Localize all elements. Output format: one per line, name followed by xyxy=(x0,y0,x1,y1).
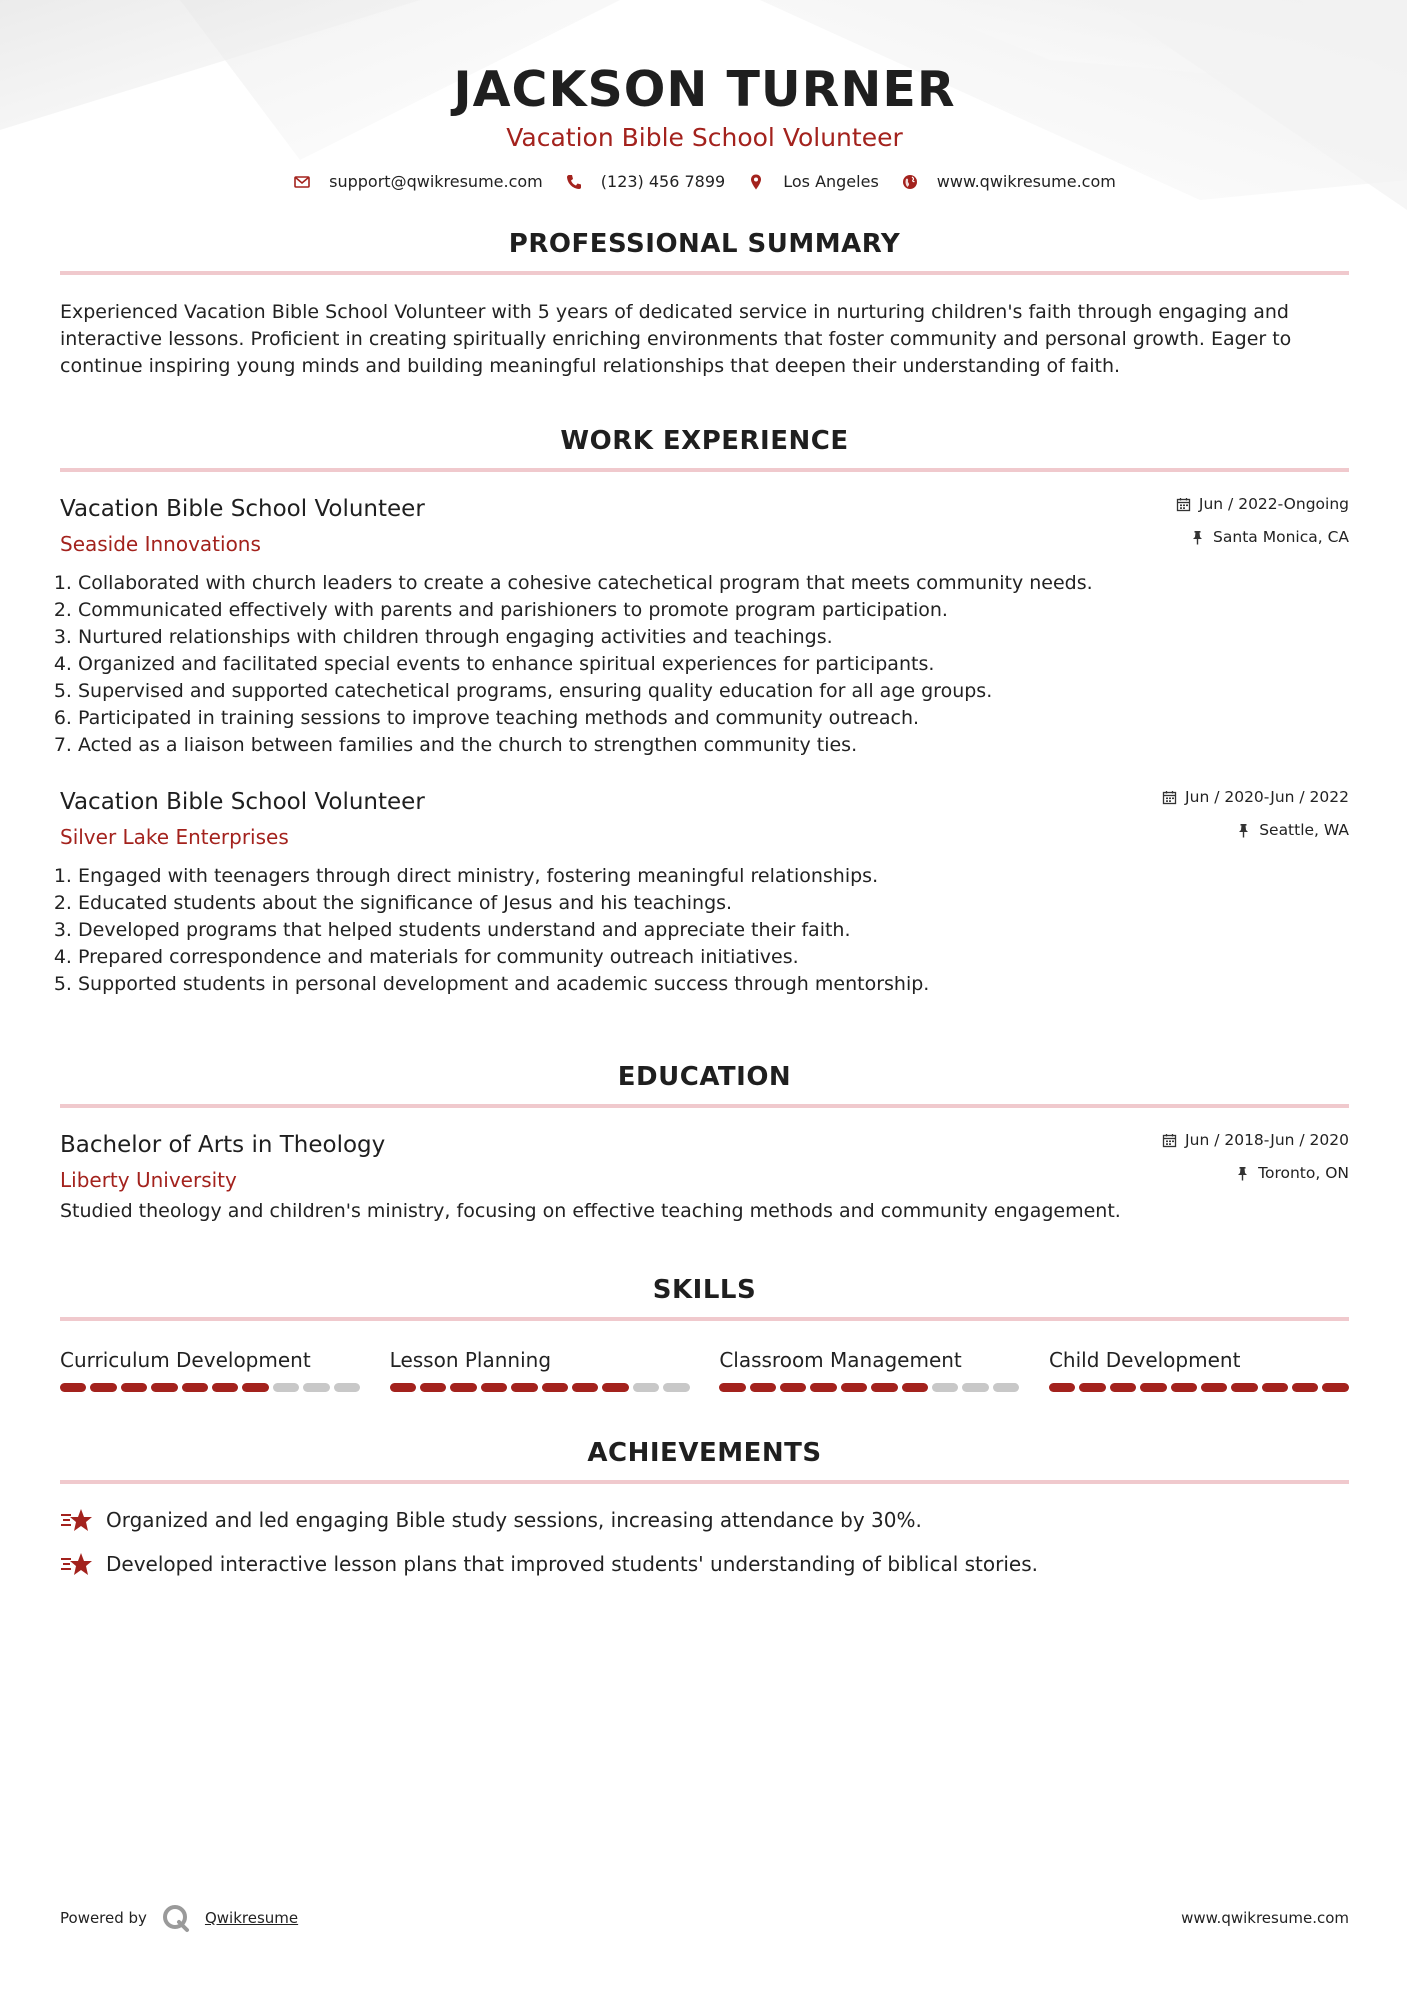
page-footer xyxy=(60,1898,1349,1938)
skill-rating xyxy=(60,1383,360,1392)
list-item: 7. Acted as a liaison between families and the church to strengthen community ties. xyxy=(78,732,1349,759)
resume-page xyxy=(60,0,1349,1578)
skill-name: Child Development xyxy=(1048,1348,1241,1372)
contact-email[interactable] xyxy=(293,172,543,191)
shooting-star-icon xyxy=(60,1506,94,1534)
list-item: 1. Engaged with teenagers through direct ministry, fostering meaningful relationships. xyxy=(78,863,1349,890)
list-item: 1. Collaborated with church leaders to create a cohesive catechetical program that meets community needs. xyxy=(78,570,1349,597)
skills-section xyxy=(60,1273,1349,1392)
skill-dot-filled xyxy=(719,1383,745,1392)
skill-dot-filled xyxy=(511,1383,537,1392)
pushpin-icon xyxy=(1190,530,1205,545)
contact-website-text: www.qwikresume.com xyxy=(936,172,1116,191)
skill-rating xyxy=(390,1383,690,1392)
phone-icon xyxy=(565,173,583,191)
education-heading: EDUCATION xyxy=(617,1062,792,1092)
job-location: Santa Monica, CA xyxy=(1213,528,1349,546)
list-item: 6. Participated in training sessions to improve teaching methods and community outreach. xyxy=(78,705,1349,732)
job-entry xyxy=(60,787,1349,998)
education-dates: Jun / 2018-Jun / 2020 xyxy=(1185,1131,1349,1149)
skill-dot-filled xyxy=(1201,1383,1227,1392)
job-location: Seattle, WA xyxy=(1259,821,1349,839)
skill-name: Lesson Planning xyxy=(389,1348,552,1372)
achievements-heading: ACHIEVEMENTS xyxy=(587,1438,822,1468)
list-item: 2. Educated students about the significance of Jesus and his teachings. xyxy=(78,890,1349,917)
skill-dot-filled xyxy=(212,1383,238,1392)
skills-grid xyxy=(60,1347,1349,1392)
skill-dot-filled xyxy=(121,1383,147,1392)
skill-rating xyxy=(719,1383,1019,1392)
achievement-text: Developed interactive lesson plans that improved students' understanding of biblical stories. xyxy=(106,1552,1038,1576)
skill-dot-empty xyxy=(273,1383,299,1392)
skill-dot-filled xyxy=(1110,1383,1136,1392)
school-name: Liberty University xyxy=(60,1168,237,1192)
list-item: 3. Developed programs that helped students understand and appreciate their faith. xyxy=(78,917,1349,944)
job-title: Vacation Bible School Volunteer xyxy=(60,496,425,522)
achievement-item xyxy=(60,1550,1349,1578)
globe-icon xyxy=(901,173,919,191)
skill-rating xyxy=(1049,1383,1349,1392)
skill-dot-filled xyxy=(182,1383,208,1392)
skill-name: Curriculum Development xyxy=(60,1348,311,1372)
contact-email-text: support@qwikresume.com xyxy=(329,172,543,191)
calendar-icon xyxy=(1176,497,1191,512)
resume-header xyxy=(60,0,1349,191)
skill-dot-filled xyxy=(1262,1383,1288,1392)
degree-title: Bachelor of Arts in Theology xyxy=(60,1132,386,1158)
job-dates: Jun / 2020-Jun / 2022 xyxy=(1185,788,1349,806)
skill-dot-filled xyxy=(841,1383,867,1392)
skill-dot-filled xyxy=(1292,1383,1318,1392)
skills-heading: SKILLS xyxy=(652,1275,757,1305)
list-item: 5. Supported students in personal development and academic success through mentorship. xyxy=(78,971,1349,998)
contact-bar xyxy=(60,172,1349,191)
skill-dot-filled xyxy=(542,1383,568,1392)
skill-dot-filled xyxy=(60,1383,86,1392)
summary-heading: PROFESSIONAL SUMMARY xyxy=(508,229,901,259)
skill-dot-filled xyxy=(420,1383,446,1392)
achievements-section xyxy=(60,1436,1349,1578)
skill-dot-filled xyxy=(1231,1383,1257,1392)
skill-dot-empty xyxy=(993,1383,1019,1392)
skill-dot-filled xyxy=(902,1383,928,1392)
section-divider xyxy=(60,271,1349,275)
list-item: 2. Communicated effectively with parents and parishioners to promote program participation. xyxy=(78,597,1349,624)
skill-dot-empty xyxy=(962,1383,988,1392)
skill-dot-filled xyxy=(602,1383,628,1392)
candidate-name: JACKSON TURNER xyxy=(453,61,956,118)
contact-phone-text: (123) 456 7899 xyxy=(600,172,726,191)
achievement-text: Organized and led engaging Bible study sessions, increasing attendance by 30%. xyxy=(106,1508,922,1532)
calendar-icon xyxy=(1162,1133,1177,1148)
skill-item xyxy=(1049,1347,1349,1392)
skill-dot-filled xyxy=(780,1383,806,1392)
calendar-icon xyxy=(1162,790,1177,805)
skill-dot-filled xyxy=(750,1383,776,1392)
education-entry xyxy=(60,1130,1349,1225)
company-name: Seaside Innovations xyxy=(60,532,261,556)
skill-dot-filled xyxy=(810,1383,836,1392)
powered-by xyxy=(60,1903,298,1933)
skill-dot-filled xyxy=(871,1383,897,1392)
section-divider xyxy=(60,1104,1349,1108)
skill-dot-filled xyxy=(151,1383,177,1392)
contact-website[interactable] xyxy=(901,172,1116,191)
experience-heading: WORK EXPERIENCE xyxy=(560,426,849,456)
skill-name: Classroom Management xyxy=(719,1348,962,1372)
skill-item xyxy=(719,1347,1019,1392)
job-title: Vacation Bible School Volunteer xyxy=(60,789,425,815)
job-responsibilities xyxy=(60,570,1349,759)
pushpin-icon xyxy=(1235,1166,1250,1181)
qwikresume-link[interactable]: Qwikresume xyxy=(204,1909,299,1927)
education-location: Toronto, ON xyxy=(1258,1164,1349,1182)
powered-by-label: Powered by xyxy=(60,1909,147,1927)
candidate-title: Vacation Bible School Volunteer xyxy=(506,123,903,152)
skill-dot-empty xyxy=(932,1383,958,1392)
contact-location-text: Los Angeles xyxy=(783,172,879,191)
section-divider xyxy=(60,468,1349,472)
company-name: Silver Lake Enterprises xyxy=(60,825,289,849)
achievements-list xyxy=(60,1506,1349,1578)
skill-dot-filled xyxy=(90,1383,116,1392)
skill-dot-empty xyxy=(663,1383,689,1392)
contact-phone[interactable] xyxy=(565,172,725,191)
footer-website[interactable]: www.qwikresume.com xyxy=(1181,1909,1349,1927)
skill-dot-filled xyxy=(1079,1383,1105,1392)
skill-dot-empty xyxy=(633,1383,659,1392)
envelope-icon xyxy=(293,173,311,191)
job-dates: Jun / 2022-Ongoing xyxy=(1198,495,1349,513)
skill-dot-empty xyxy=(334,1383,360,1392)
list-item: 4. Organized and facilitated special events to enhance spiritual experiences for participants. xyxy=(78,651,1349,678)
education-section xyxy=(60,1060,1349,1225)
qwikresume-logo-icon xyxy=(161,1903,191,1933)
section-divider xyxy=(60,1480,1349,1484)
job-entry xyxy=(60,494,1349,759)
skill-dot-filled xyxy=(1322,1383,1348,1392)
list-item: 4. Prepared correspondence and materials for community outreach initiatives. xyxy=(78,944,1349,971)
skill-dot-filled xyxy=(1171,1383,1197,1392)
job-responsibilities xyxy=(60,863,1349,998)
list-item: 3. Nurtured relationships with children through engaging activities and teachings. xyxy=(78,624,1349,651)
skill-dot-filled xyxy=(1049,1383,1075,1392)
section-divider xyxy=(60,1317,1349,1321)
skill-dot-filled xyxy=(450,1383,476,1392)
summary-text: Experienced Vacation Bible School Volunteer with 5 years of dedicated service in nurturing children's faith through engaging and interactive lessons. Proficient in creating spiritually enriching environments that foster community and personal growth. Eager to continue inspiring young minds and building meaningful relationships that deepen their understanding of faith. xyxy=(60,301,1292,377)
skill-dot-filled xyxy=(390,1383,416,1392)
list-item: 5. Supervised and supported catechetical programs, ensuring quality education for all age groups. xyxy=(78,678,1349,705)
experience-section xyxy=(60,424,1349,998)
pushpin-icon xyxy=(1236,823,1251,838)
shooting-star-icon xyxy=(60,1550,94,1578)
skill-dot-filled xyxy=(572,1383,598,1392)
skill-dot-filled xyxy=(481,1383,507,1392)
skill-dot-filled xyxy=(1140,1383,1166,1392)
achievement-item xyxy=(60,1506,1349,1534)
skill-item xyxy=(390,1347,690,1392)
summary-section xyxy=(60,227,1349,380)
contact-location xyxy=(747,172,879,191)
skill-item xyxy=(60,1347,360,1392)
education-description: Studied theology and children's ministry, focusing on effective teaching methods and community engagement. xyxy=(60,1200,1121,1222)
skill-dot-filled xyxy=(242,1383,268,1392)
map-marker-icon xyxy=(747,173,765,191)
skill-dot-empty xyxy=(303,1383,329,1392)
